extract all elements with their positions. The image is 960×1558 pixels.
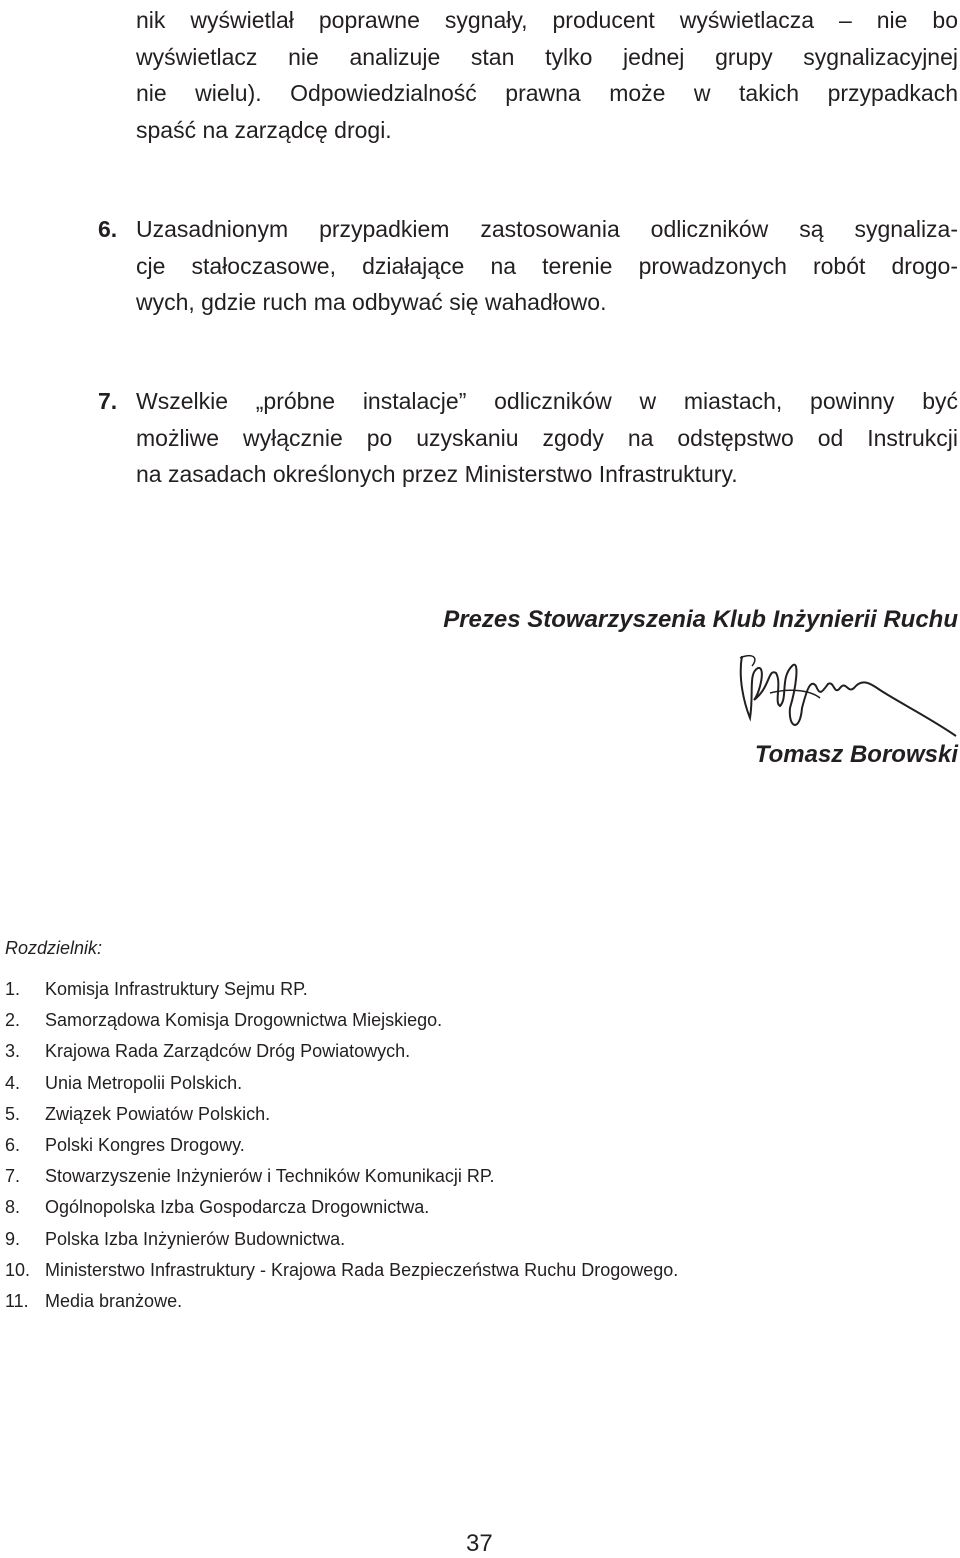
text-line: Wszelkie „próbne instalacje” odliczników w miastach, powinny być [136, 388, 958, 414]
list-item [5, 1286, 678, 1317]
text-line: Uzasadnionym przypadkiem zastosowania odliczników są sygnaliza- [136, 216, 958, 242]
signatory-title: Prezes Stowarzyszenia Klub Inżynierii Ruchu [443, 606, 958, 633]
item-text: Polski Kongres Drogowy. [45, 1134, 245, 1155]
item-text: Stowarzyszenie Inżynierów i Techników Komunikacji RP. [45, 1166, 495, 1187]
item-text: Media branżowe. [45, 1290, 183, 1311]
item-text: Komisja Infrastruktury Sejmu RP. [45, 979, 308, 999]
list-item [5, 1255, 678, 1286]
item-number: 8. [5, 1197, 21, 1218]
list-item [5, 1192, 678, 1223]
text-line: cje stałoczasowe, działające na terenie prowadzonych robót drogo- [136, 252, 958, 279]
item-number: 2. [5, 1010, 21, 1031]
item-number: 1. [5, 979, 21, 999]
list-item [5, 1224, 678, 1255]
list-item [5, 1099, 678, 1130]
item-text: Krajowa Rada Zarządców Dróg Powiatowych. [45, 1041, 411, 1062]
signatory-name: Tomasz Borowski [754, 741, 958, 768]
item-text: Ministerstwo Infrastruktury - Krajowa Rada Bezpieczeństwa Ruchu Drogowego. [45, 1259, 679, 1280]
point-number: 7. [98, 388, 118, 414]
list-item [5, 1036, 678, 1067]
distribution-label: Rozdzielnik: [5, 938, 103, 958]
list-item [5, 1130, 678, 1161]
text-line: nie wielu). Odpowiedzialność prawna może w takich przypadkach [136, 80, 958, 106]
item-text: Ogólnopolska Izba Gospodarcza Drogownictwa. [45, 1197, 430, 1218]
item-text: Związek Powiatów Polskich. [45, 1103, 271, 1124]
item-number: 11. [5, 1290, 29, 1311]
item-text: Unia Metropolii Polskich. [45, 1072, 243, 1093]
text-line: spaść na zarządcę drogi. [136, 116, 392, 143]
item-number: 4. [5, 1072, 21, 1093]
text-line: wyświetlacz nie analizuje stan tylko jednej grupy sygnalizacyjnej [136, 43, 958, 70]
text-line: nik wyświetlał poprawne sygnały, producent wyświetlacza – nie bo [136, 7, 958, 33]
item-text: Polska Izba Inżynierów Budownictwa. [45, 1228, 346, 1249]
item-number: 5. [5, 1103, 21, 1124]
item-number: 9. [5, 1228, 21, 1249]
point-number: 6. [98, 216, 118, 242]
list-item [5, 974, 678, 1005]
item-number: 7. [5, 1166, 21, 1187]
list-item [5, 1005, 678, 1036]
point-6 [98, 211, 958, 321]
intro-paragraph [136, 2, 958, 148]
page-number: 37 [466, 1530, 493, 1557]
item-number: 10. [5, 1259, 31, 1280]
text-line: na zasadach określonych przez Ministerstwo Infrastruktury. [136, 461, 738, 487]
list-item [5, 1068, 678, 1099]
distribution-list [5, 974, 678, 1317]
handwritten-signature [730, 648, 960, 743]
item-number: 6. [5, 1134, 21, 1155]
item-number: 3. [5, 1041, 21, 1062]
list-item [5, 1161, 678, 1192]
text-line: możliwe wyłącznie po uzyskaniu zgody na odstępstwo od Instrukcji [136, 424, 958, 451]
item-text: Samorządowa Komisja Drogownictwa Miejskiego. [45, 1010, 443, 1031]
text-line: wych, gdzie ruch ma odbywać się wahadłowo. [136, 289, 607, 315]
point-7 [98, 383, 958, 493]
